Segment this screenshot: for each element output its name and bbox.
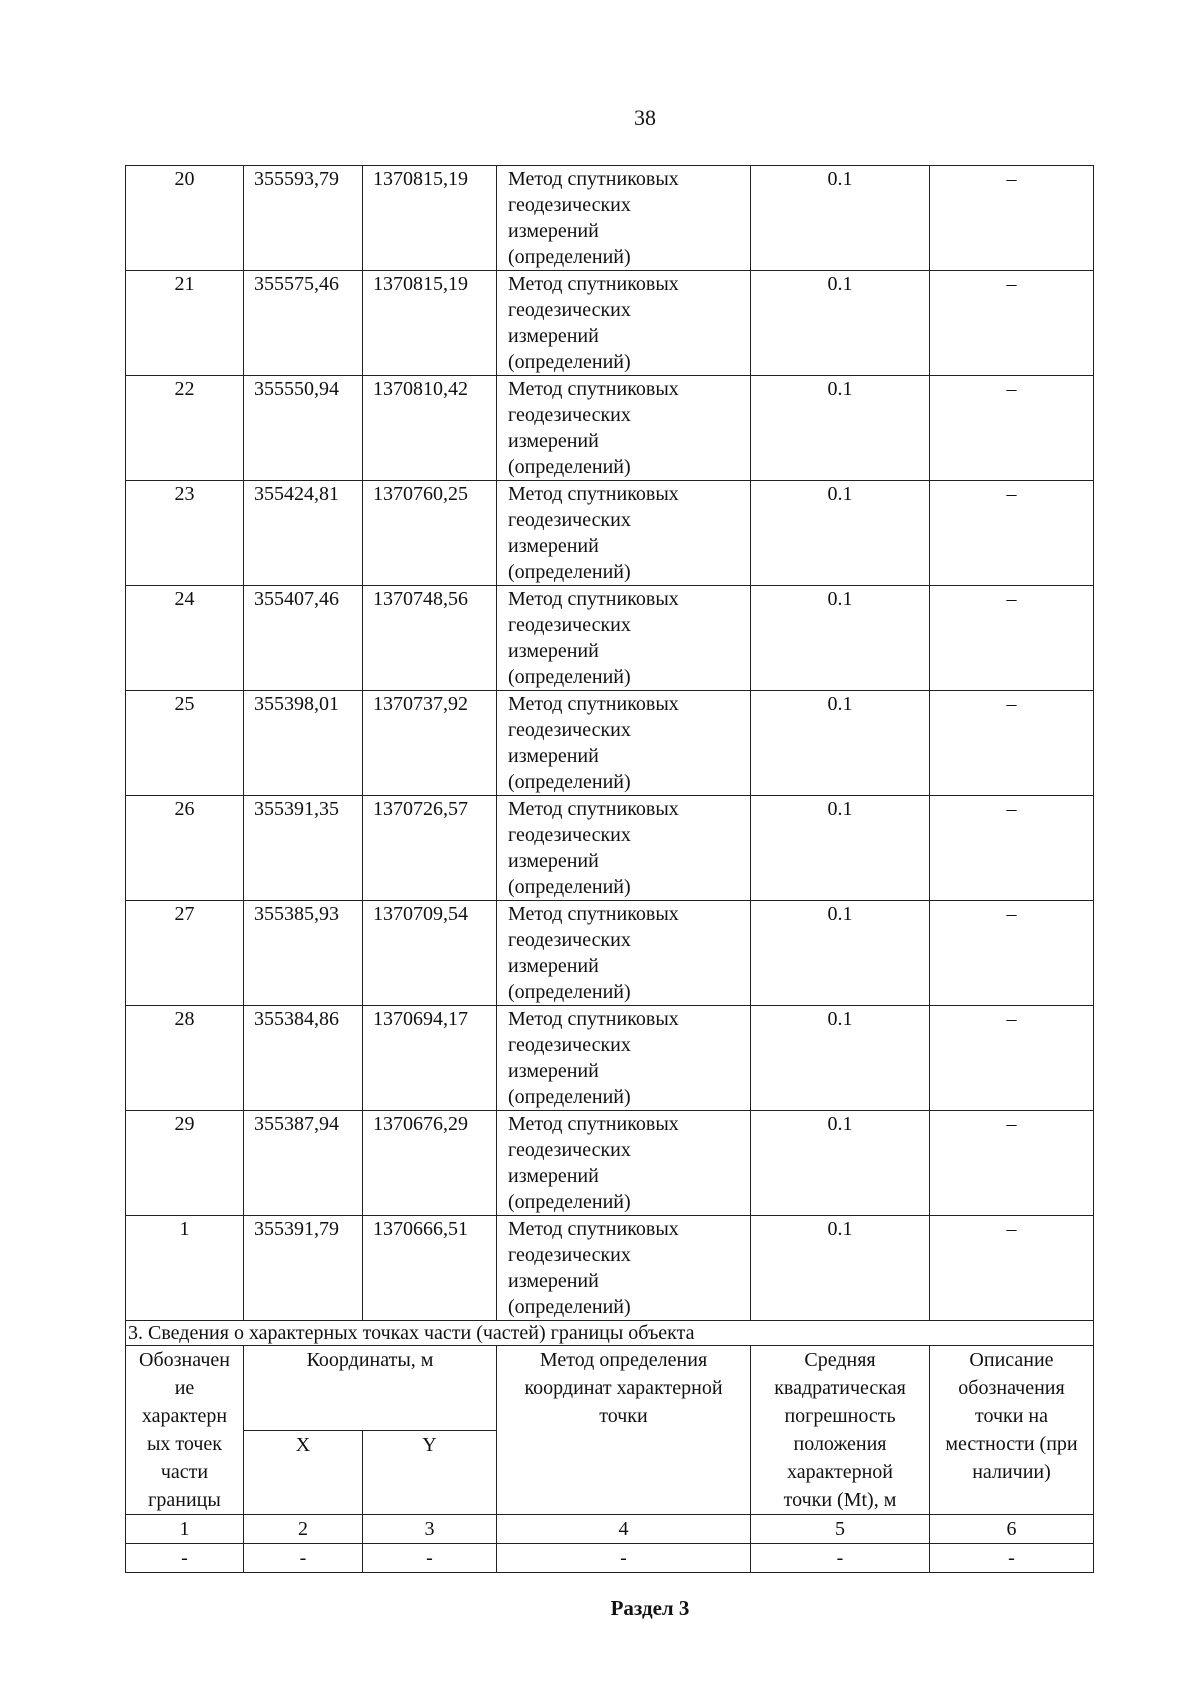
empty-cell: -	[126, 1544, 244, 1573]
points-rows	[126, 166, 1094, 1321]
description-cell: –	[930, 271, 1094, 376]
description-cell: –	[930, 166, 1094, 271]
mean-error-cell: 0.1	[751, 691, 930, 796]
header-line: Средняя	[804, 1349, 876, 1371]
coord-y-cell: 1370748,56	[363, 586, 497, 691]
header-line: координат характерной	[524, 1377, 723, 1399]
header-line: границы	[148, 1489, 221, 1511]
header-designation	[126, 1346, 244, 1515]
coord-x-cell: 355391,79	[244, 1216, 363, 1321]
section-footer-title: Раздел 3	[610, 1596, 690, 1620]
coord-x-cell: 355398,01	[244, 691, 363, 796]
method-line: геодезических	[508, 1244, 631, 1266]
coord-x-cell: 355593,79	[244, 166, 363, 271]
method-cell	[497, 796, 751, 901]
coord-x-cell: 355385,93	[244, 901, 363, 1006]
coord-y-cell: 1370737,92	[363, 691, 497, 796]
header-line: Обозначен	[139, 1349, 230, 1371]
method-line: геодезических	[508, 299, 631, 321]
empty-cell: -	[751, 1544, 930, 1573]
table-row	[126, 481, 1094, 586]
coord-y-cell: 1370726,57	[363, 796, 497, 901]
method-cell	[497, 691, 751, 796]
method-line: геодезических	[508, 824, 631, 846]
method-line: геодезических	[508, 929, 631, 951]
method-line: Метод спутниковых	[508, 1218, 679, 1240]
method-line: измерений	[508, 535, 599, 557]
header-line: точки	[599, 1405, 648, 1427]
mean-error-cell: 0.1	[751, 1216, 930, 1321]
column-index-row	[126, 1515, 1094, 1544]
description-cell: –	[930, 1006, 1094, 1111]
method-line: геодезических	[508, 1139, 631, 1161]
method-line: измерений	[508, 430, 599, 452]
mean-error-cell: 0.1	[751, 271, 930, 376]
method-cell	[497, 376, 751, 481]
method-line: Метод спутниковых	[508, 798, 679, 820]
index-cell: 3	[363, 1515, 497, 1544]
header-desc	[930, 1346, 1094, 1515]
method-line: геодезических	[508, 614, 631, 636]
description-cell: –	[930, 376, 1094, 481]
index-cell: 5	[751, 1515, 930, 1544]
mean-error-cell: 0.1	[751, 901, 930, 1006]
mean-error-cell: 0.1	[751, 1006, 930, 1111]
section3-title: 3. Сведения о характерных точках части (частей) границы объекта	[126, 1321, 1094, 1346]
method-line: измерений	[508, 1165, 599, 1187]
table-row	[126, 796, 1094, 901]
header-line: квадратическая	[774, 1377, 906, 1399]
header-y: Y	[363, 1430, 497, 1515]
empty-cell: -	[930, 1544, 1094, 1573]
method-line: геодезических	[508, 1034, 631, 1056]
header-coords: Координаты, м	[244, 1346, 497, 1431]
table-row	[126, 376, 1094, 481]
method-line: измерений	[508, 640, 599, 662]
method-line: измерений	[508, 1270, 599, 1292]
mean-error-cell: 0.1	[751, 1111, 930, 1216]
description-cell: –	[930, 796, 1094, 901]
description-cell: –	[930, 901, 1094, 1006]
method-line: измерений	[508, 220, 599, 242]
method-cell	[497, 481, 751, 586]
header-line: погрешность	[784, 1405, 896, 1427]
method-line: (определений)	[508, 666, 631, 688]
method-cell	[497, 1006, 751, 1111]
method-cell	[497, 271, 751, 376]
header-line: характерн	[141, 1405, 228, 1427]
method-line: (определений)	[508, 1191, 631, 1213]
coord-y-cell: 1370676,29	[363, 1111, 497, 1216]
coord-x-cell: 355387,94	[244, 1111, 363, 1216]
point-number-cell: 27	[126, 901, 244, 1006]
header-line: Описание	[969, 1349, 1054, 1371]
table-row	[126, 1111, 1094, 1216]
description-cell: –	[930, 481, 1094, 586]
coord-y-cell: 1370709,54	[363, 901, 497, 1006]
method-line: (определений)	[508, 1086, 631, 1108]
table-row	[126, 901, 1094, 1006]
coord-x-cell: 355424,81	[244, 481, 363, 586]
empty-cell: -	[244, 1544, 363, 1573]
method-line: Метод спутниковых	[508, 378, 679, 400]
method-cell	[497, 1111, 751, 1216]
header-line: обозначения	[958, 1377, 1065, 1399]
method-line: Метод спутниковых	[508, 903, 679, 925]
mean-error-cell: 0.1	[751, 481, 930, 586]
coord-x-cell: 355575,46	[244, 271, 363, 376]
method-line: (определений)	[508, 876, 631, 898]
point-number-cell: 21	[126, 271, 244, 376]
header-line: наличии)	[972, 1461, 1051, 1483]
method-cell	[497, 901, 751, 1006]
header-error	[751, 1346, 930, 1515]
description-cell: –	[930, 691, 1094, 796]
mean-error-cell: 0.1	[751, 166, 930, 271]
header-line: характерной	[787, 1461, 893, 1483]
empty-data-row	[126, 1544, 1094, 1573]
table-row	[126, 1216, 1094, 1321]
header-line: положения	[793, 1433, 887, 1455]
index-cell: 6	[930, 1515, 1094, 1544]
method-line: геодезических	[508, 509, 631, 531]
index-cell: 2	[244, 1515, 363, 1544]
method-line: (определений)	[508, 1296, 631, 1318]
table-row	[126, 271, 1094, 376]
point-number-cell: 28	[126, 1006, 244, 1111]
method-cell	[497, 1216, 751, 1321]
mean-error-cell: 0.1	[751, 796, 930, 901]
method-cell	[497, 166, 751, 271]
method-line: геодезических	[508, 719, 631, 741]
header-line: точки на	[974, 1405, 1049, 1427]
point-number-cell: 22	[126, 376, 244, 481]
method-line: Метод спутниковых	[508, 1113, 679, 1135]
empty-cell: -	[497, 1544, 751, 1573]
method-line: Метод спутниковых	[508, 273, 679, 295]
method-line: геодезических	[508, 404, 631, 426]
method-line: (определений)	[508, 561, 631, 583]
header-line: Метод определения	[539, 1349, 708, 1371]
coord-y-cell: 1370694,17	[363, 1006, 497, 1111]
table-row	[126, 586, 1094, 691]
header-line: точки (Mt), м	[783, 1489, 897, 1511]
method-line: измерений	[508, 850, 599, 872]
mean-error-cell: 0.1	[751, 586, 930, 691]
empty-cell: -	[363, 1544, 497, 1573]
method-line: измерений	[508, 1060, 599, 1082]
method-cell	[497, 586, 751, 691]
header-line: ых точек	[146, 1433, 223, 1455]
coord-y-cell: 1370666,51	[363, 1216, 497, 1321]
coord-y-cell: 1370815,19	[363, 166, 497, 271]
method-line: измерений	[508, 325, 599, 347]
coord-x-cell: 355384,86	[244, 1006, 363, 1111]
coord-x-cell: 355407,46	[244, 586, 363, 691]
coord-x-cell: 355550,94	[244, 376, 363, 481]
point-number-cell: 24	[126, 586, 244, 691]
method-line: (определений)	[508, 456, 631, 478]
method-line: измерений	[508, 955, 599, 977]
header-line: местности (при	[945, 1433, 1078, 1455]
method-line: Метод спутниковых	[508, 483, 679, 505]
table-row	[126, 691, 1094, 796]
point-number-cell: 23	[126, 481, 244, 586]
boundary-points-table	[125, 165, 1094, 1573]
coord-x-cell: 355391,35	[244, 796, 363, 901]
index-cell: 4	[497, 1515, 751, 1544]
point-number-cell: 29	[126, 1111, 244, 1216]
method-line: Метод спутниковых	[508, 693, 679, 715]
page-number: 38	[634, 105, 656, 130]
method-line: (определений)	[508, 351, 631, 373]
method-line: Метод спутниковых	[508, 1008, 679, 1030]
header-line: части	[160, 1461, 209, 1483]
method-line: (определений)	[508, 981, 631, 1003]
description-cell: –	[930, 1111, 1094, 1216]
method-line: (определений)	[508, 246, 631, 268]
table-row	[126, 1006, 1094, 1111]
point-number-cell: 1	[126, 1216, 244, 1321]
description-cell: –	[930, 1216, 1094, 1321]
method-line: измерений	[508, 745, 599, 767]
coord-y-cell: 1370815,19	[363, 271, 497, 376]
index-cell: 1	[126, 1515, 244, 1544]
header-line: ие	[174, 1377, 195, 1399]
method-line: геодезических	[508, 194, 631, 216]
coord-y-cell: 1370810,42	[363, 376, 497, 481]
method-line: Метод спутниковых	[508, 168, 679, 190]
point-number-cell: 25	[126, 691, 244, 796]
method-line: (определений)	[508, 771, 631, 793]
method-line: Метод спутниковых	[508, 588, 679, 610]
point-number-cell: 20	[126, 166, 244, 271]
coord-y-cell: 1370760,25	[363, 481, 497, 586]
description-cell: –	[930, 586, 1094, 691]
mean-error-cell: 0.1	[751, 376, 930, 481]
header-x: X	[244, 1430, 363, 1515]
point-number-cell: 26	[126, 796, 244, 901]
table-row	[126, 166, 1094, 271]
header-method	[497, 1346, 751, 1515]
section3	[126, 1321, 1094, 1573]
